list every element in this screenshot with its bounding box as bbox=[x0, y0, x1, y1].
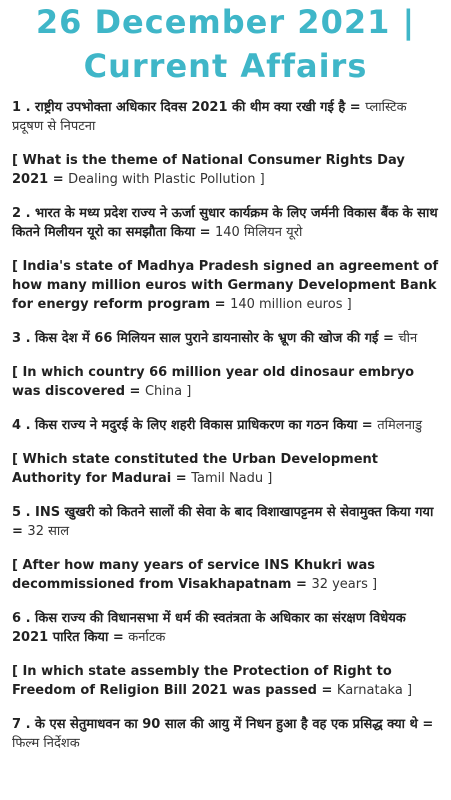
question-text: 2 . भारत के मध्य प्रदेश राज्य ने ऊर्जा सुधार कार्यक्रम के लिए जर्मनी विकास बैंक के साथ कितने मिलीयन यूरो का समझौता किया = bbox=[12, 206, 438, 240]
question-2-english bbox=[12, 257, 439, 314]
question-text: [ After how many years of service INS Khukri was decommissioned from Visakhapatnam = bbox=[12, 558, 375, 592]
answer-text: Tamil Nadu ] bbox=[191, 471, 273, 486]
question-3-english bbox=[12, 363, 439, 401]
answer-text: 32 साल bbox=[27, 524, 70, 539]
answer-text: तमिलनाडु bbox=[377, 418, 423, 433]
answer-text: Karnataka ] bbox=[336, 683, 413, 698]
answer-text: 140 million euros ] bbox=[230, 297, 352, 312]
title-line-2: Current Affairs bbox=[83, 47, 368, 85]
question-5-hindi bbox=[12, 503, 439, 541]
answer-text: चीन bbox=[398, 331, 418, 346]
question-4-english bbox=[12, 450, 439, 488]
question-text: [ India's state of Madhya Pradesh signed an agreement of how many million euros with Germany Development Bank for energy reform program = bbox=[12, 259, 439, 312]
question-3-hindi bbox=[12, 329, 439, 348]
question-5-english bbox=[12, 556, 439, 594]
question-2-hindi bbox=[12, 204, 439, 242]
question-text: [ In which state assembly the Protection of Right to Freedom of Religion Bill 2021 was passed = bbox=[12, 664, 392, 698]
question-text: [ In which country 66 million year old dinosaur embryo was discovered = bbox=[12, 365, 415, 399]
question-text: 5 . INS खुखरी को कितने सालों की सेवा के बाद विशाखापट्टनम से सेवामुक्त किया गया = bbox=[12, 505, 434, 539]
page-title bbox=[0, 0, 451, 88]
question-text: [ Which state constituted the Urban Development Authority for Madurai = bbox=[12, 452, 378, 486]
question-7-hindi bbox=[12, 715, 439, 753]
title-line-1: 26 December 2021 | bbox=[35, 3, 416, 41]
question-text: 4 . किस राज्य ने मदुरई के लिए शहरी विकास प्राधिकरण का गठन किया = bbox=[12, 418, 378, 433]
question-6-english bbox=[12, 662, 439, 700]
question-text: 6 . किस राज्य की विधानसभा में धर्म की स्वतंत्रता के अधिकार का संरक्षण विधेयक 2021 पारित किया = bbox=[12, 611, 406, 645]
answer-text: प्लास्टिक प्रदूषण से निपटना bbox=[12, 100, 407, 134]
question-1-hindi bbox=[12, 98, 439, 136]
question-6-hindi bbox=[12, 609, 439, 647]
question-1-english bbox=[12, 151, 439, 189]
question-text: 1 . राष्ट्रीय उपभोक्ता अधिकार दिवस 2021 की थीम क्या रखी गई है = bbox=[12, 100, 366, 115]
answer-text: 32 years ] bbox=[311, 577, 378, 592]
question-text: 3 . किस देश में 66 मिलियन साल पुराने डायनासोर के भ्रूण की खोज की गई = bbox=[12, 331, 399, 346]
answer-text: China ] bbox=[144, 384, 192, 399]
question-text: 7 . के एस सेतुमाधवन का 90 साल की आयु में निधन हुआ है वह एक प्रसिद्ध क्या थे = bbox=[12, 717, 434, 732]
question-text: [ What is the theme of National Consumer Rights Day 2021 = bbox=[12, 153, 405, 187]
question-list bbox=[0, 88, 451, 753]
answer-text: कर्नाटक bbox=[128, 630, 166, 645]
answer-text: Dealing with Plastic Pollution ] bbox=[68, 172, 265, 187]
answer-text: 140 मिलियन यूरो bbox=[215, 225, 303, 240]
answer-text: फिल्म निर्देशक bbox=[12, 736, 80, 751]
question-4-hindi bbox=[12, 416, 439, 435]
